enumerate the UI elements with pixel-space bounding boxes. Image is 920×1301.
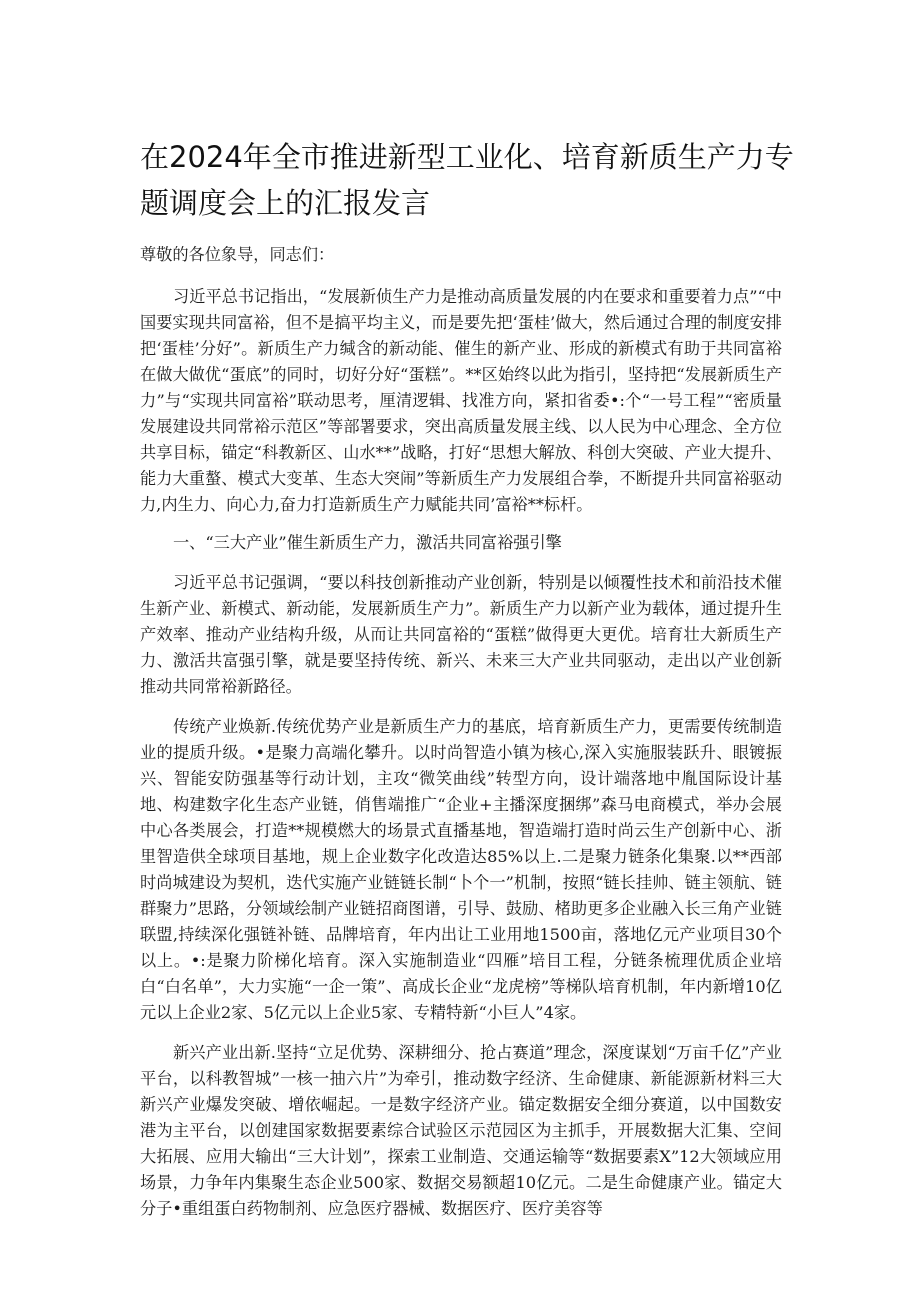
document-body (140, 242, 782, 1222)
paragraph-section-intro: 习近平总书记强调，“要以科技创新推动产业创新，特别是以倾覆性技术和前沿技术催生新产业、新模式、新动能，发展新质生产力”。新质生产力以新产业为载体，通过提升生产效率、推动产业结构升级，从而让共同富裕的“蛋糕”做得更大更优。培育壮大新质生产力、激活共富强引擎，就是要坚持传统、新兴、未来三大产业共同驱动，走出以产业创新推动共同常裕新路径。 (140, 573, 782, 696)
document-title: 在2024年全市推进新型工业化、培育新质生产力专题调度会上的汇报发言 (140, 140, 794, 220)
paragraph-intro: 习近平总书记指出，“发展新侦生产力是推动高质量发展的内在要求和重要着力点”“中国要实现共同富裕，但不是搞平均主义，而是要先把‘蛋桂’做大，然后通过合理的制度安排把‘蛋桂’分好”。新质生产力缄含的新动能、催生的新产业、形成的新模式有助于共同富裕在做大做优“蛋底”的同时，切好分好“蛋糕”。**区始终以此为指引，坚持把“发展新质生产力”与“实现共同富裕”联动思考，厘清逻辑、找准方向，紧扣省委•:个“一号工程”“密质量发展建设共同常裕示范区”等部署要求，突出高质量发展主线、以人民为中心理念、全方位共享目标，锚定“科教新区、山水**”战略，打好“思想大解放、科创大突破、产业大提升、能力大重螯、模式大变革、生态大突闹”等新质生产力发展组合拳，不断提升共同富裕驱动力,内生力、向心力,奋力打造新质生产力赋能共同’富裕**标杆。 (140, 287, 782, 514)
salutation: 尊敬的各位象导，同志们： (140, 245, 335, 264)
paragraph-traditional-industry: 传统产业焕新.传统优势产业是新质生产力的基底，培育新质生产力，更需要传统制造业的提质升级。•是聚力高端化攀升。以时尚智造小镇为核心,深入实施服装跃升、眼镀振兴、智能安防强基等行动计划，主攻“微笑曲线”转型方向，设计端落地中胤国际设计基地、构建数字化生态产业链，俏售端推广“企业+主播深度捆绑”森马电商模式，举办会展中心各类展会，打造**规模燃大的场景式直播基地，智造端打造时尚云生产创新中心、浙里智造供全球项目基地，规上企业数字化改造达85%以上.二是聚力链条化集聚.以**西部时尚城建设为契机，迭代实施产业链链长制“卜个一”机制，按照“链长挂帅、链主领航、链群聚力”思路，分领域绘制产业链招商图谱，引导、鼓励、楮助更多企业融入长三角产业链联盟,持续深化强链补链、品牌培育，年内出让工业用地1500亩，落地亿元产业项目30个以上。•:是聚力阶梯化培育。深入实施制造业“四雁”培目工程，分链条梳理优质企业培白“白名单”，大力实施“一企一策”、高成长企业“龙虎榜”等梯队培育机制，年内新增10亿元以上企业2家、5亿元以上企业5家、专精特新“小巨人”4家。 (140, 717, 782, 1022)
section-heading: 一、“三大产业”催生新质生产力，激活共同富裕强引擎 (173, 533, 562, 552)
paragraph-emerging-industry: 新兴产业出新.坚持“立足优势、深耕细分、抢占赛道”理念，深度谋划“万亩千亿”产业平台，以科教智城”一核一抽六片”为牵引，推动数字经济、生命健康、新能源新材料三大新兴产业爆发突破、增依崛起。一是数字经济产业。锚定数据安全细分赛道，以中国数安港为主平台，以创建国家数据要素综合试验区示范园区为主抓手，开展数据大汇集、空间大拓展、应用大输出“三大计划”，探索工业制造、交通运输等“数据要素X”12大领域应用场景，力争年内集聚生态企业500家、数据交易额超10亿元。二是生命健康产业。锚定大分子•重组蛋白药物制剂、应急医疗器械、数据医疗、医疗美容等 (140, 1043, 782, 1218)
